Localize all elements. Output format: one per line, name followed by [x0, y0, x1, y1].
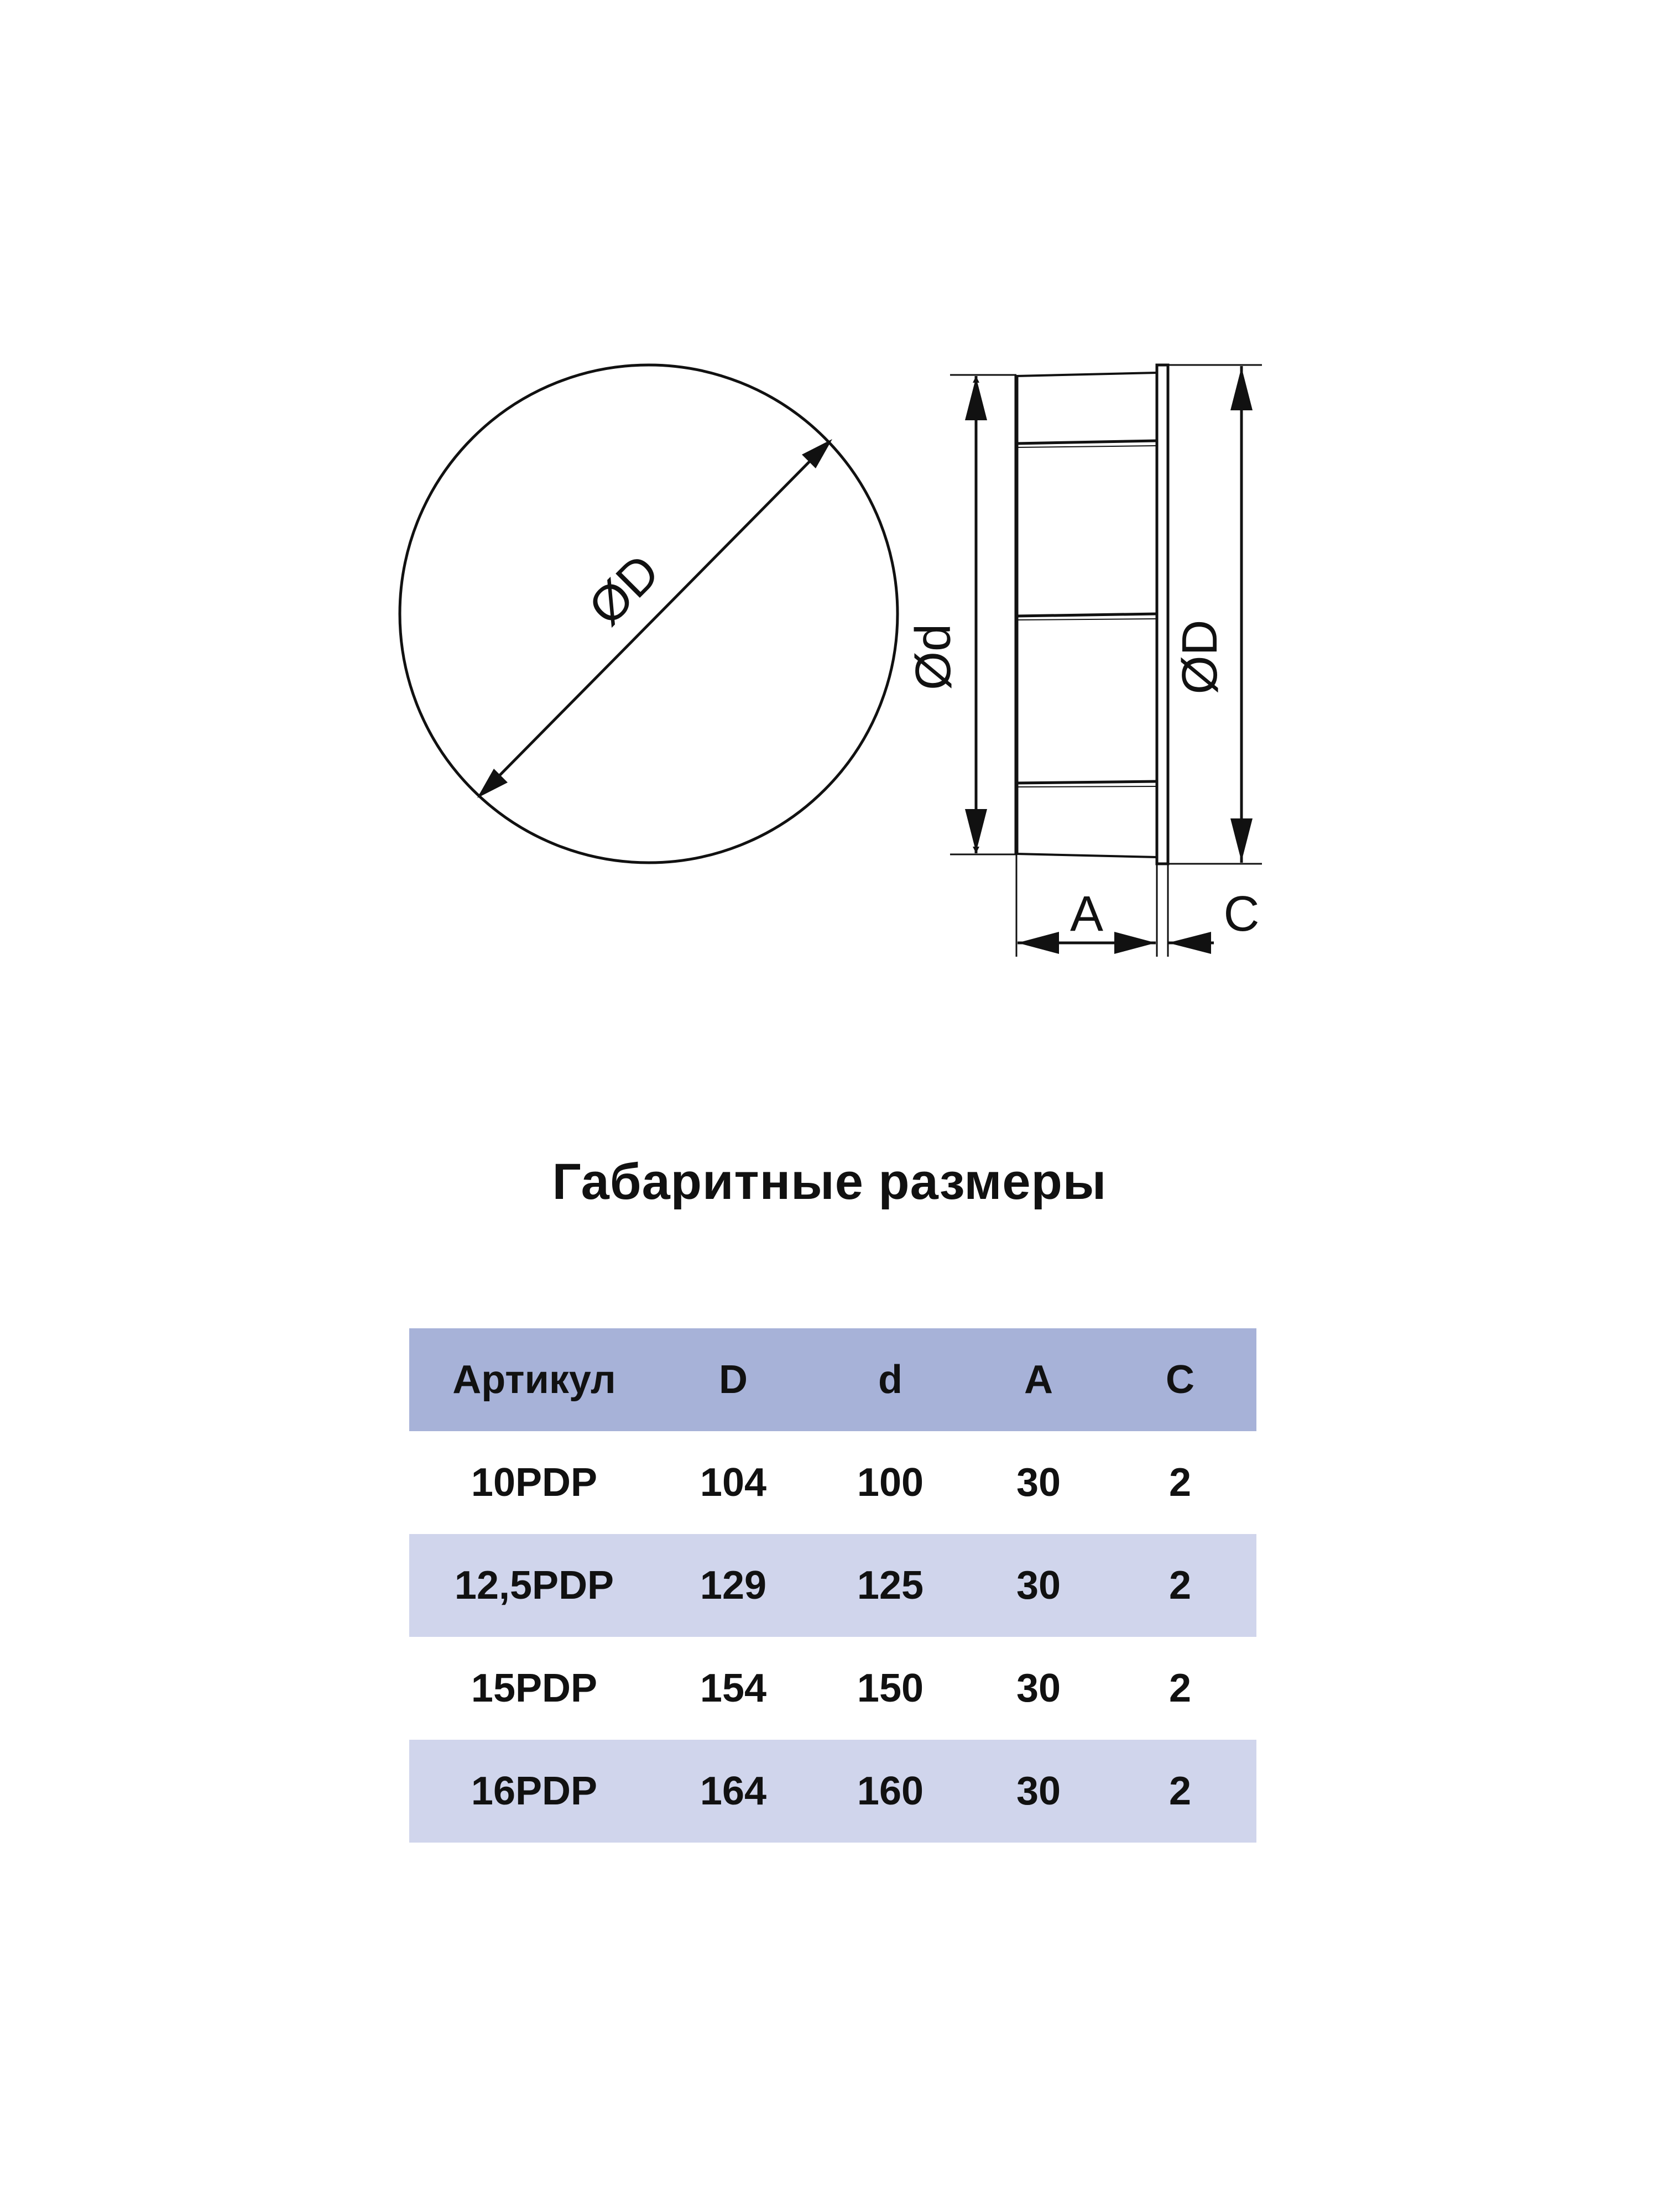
cell-inner-diameter: 125 — [807, 1534, 973, 1637]
cell-flange: 2 — [1104, 1740, 1256, 1843]
cell-length: 30 — [973, 1534, 1104, 1637]
side-rib-3 — [1016, 781, 1157, 783]
header-article: Артикул — [409, 1328, 659, 1431]
inner-diameter-label: Ød — [906, 623, 961, 691]
cell-outer-diameter: 154 — [700, 1666, 767, 1710]
cell-outer-diameter: 164 — [659, 1740, 807, 1843]
side-body-top-edge — [1016, 373, 1157, 376]
cell-inner-diameter: 160 — [807, 1740, 973, 1843]
table-row — [409, 1740, 1256, 1843]
cell-article: 12,5PDP — [409, 1534, 659, 1637]
length-label: A — [1070, 886, 1104, 942]
cell-inner-diameter: 150 — [857, 1666, 924, 1710]
front-diameter-dimension-line — [480, 441, 830, 795]
side-body-bottom-edge — [1016, 854, 1157, 857]
header-flange: C — [1104, 1328, 1256, 1431]
side-rib-1b — [1016, 446, 1157, 447]
header-inner-diameter: d — [807, 1328, 973, 1431]
cell-outer-diameter: 129 — [659, 1534, 807, 1637]
table-row — [409, 1534, 1256, 1637]
side-flange — [1157, 365, 1168, 864]
page-title: Габаритные размеры — [552, 1154, 1107, 1210]
header-length: A — [973, 1328, 1104, 1431]
table-row — [409, 1637, 1256, 1740]
outer-diameter-label: ØD — [1172, 619, 1228, 695]
cell-flange: 2 — [1168, 1666, 1192, 1710]
cell-length: 30 — [1016, 1460, 1061, 1505]
cell-flange: 2 — [1104, 1534, 1256, 1637]
cell-length: 30 — [973, 1740, 1104, 1843]
side-view — [906, 365, 1262, 957]
cell-article: 10PDP — [471, 1460, 598, 1505]
header-outer-diameter: D — [659, 1328, 807, 1431]
front-diameter-label: ØD — [578, 544, 670, 636]
table-row — [409, 1431, 1256, 1534]
cell-inner-diameter: 100 — [857, 1460, 924, 1505]
cell-outer-diameter: 104 — [700, 1460, 767, 1505]
side-rib-3b — [1016, 786, 1157, 787]
cell-length: 30 — [1016, 1666, 1061, 1710]
cell-article: 16PDP — [409, 1740, 659, 1843]
dimensions-table — [409, 1328, 1256, 1843]
side-rib-2 — [1016, 614, 1157, 616]
side-rib-1 — [1016, 441, 1157, 444]
cell-article: 15PDP — [471, 1666, 598, 1710]
front-view — [400, 365, 898, 863]
technical-drawing — [0, 0, 1659, 1023]
table-header-row — [409, 1328, 1256, 1431]
front-view-circle — [400, 365, 898, 863]
side-rib-2b — [1016, 619, 1157, 620]
cell-flange: 2 — [1168, 1460, 1192, 1505]
flange-label: C — [1223, 886, 1260, 942]
